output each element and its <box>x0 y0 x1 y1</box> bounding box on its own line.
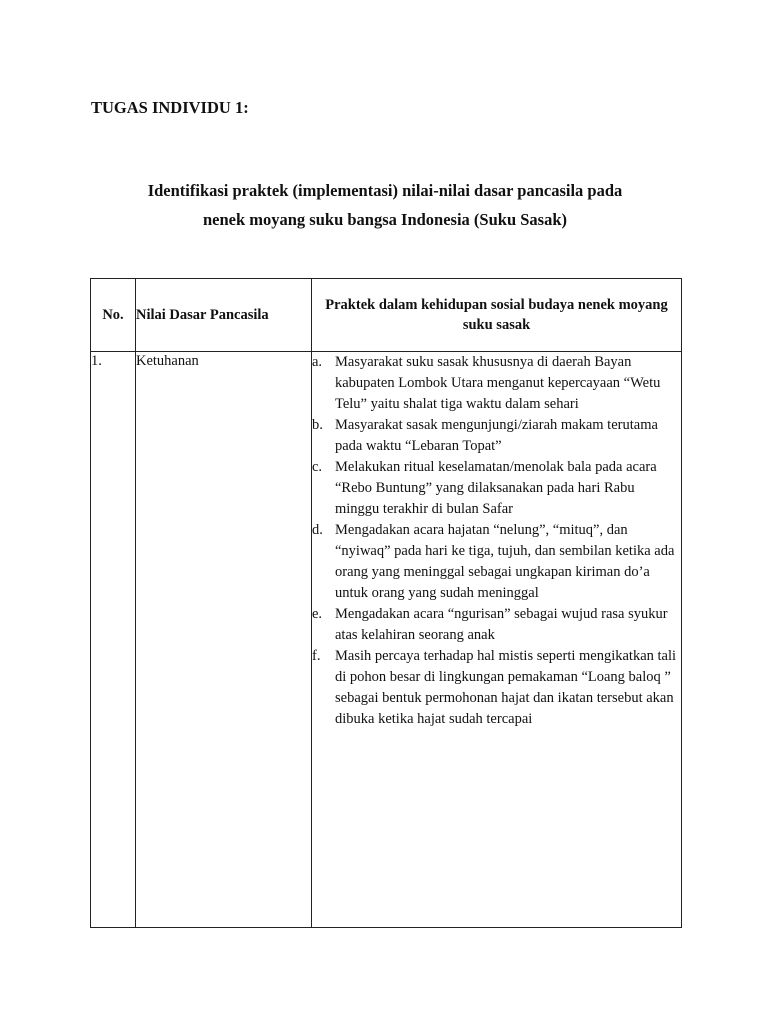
list-item <box>312 415 681 457</box>
table-row <box>91 352 682 928</box>
list-item <box>312 604 681 646</box>
subtitle-line-1: Identifikasi praktek (implementasi) nilai-nilai dasar pancasila pada <box>147 181 623 200</box>
table-header-row <box>91 279 682 352</box>
list-item-text: Mengadakan acara hajatan “nelung”, “mituq”, dan “nyiwaq” pada hari ke tiga, tujuh, dan sembilan ketika ada orang yang meninggal sebagai ungkapan kiriman do’a untuk orang yang sudah meninggal <box>335 522 675 601</box>
list-item-text: Masih percaya terhadap hal mistis seperti mengikatkan tali di pohon besar di lingkungan pemakaman “Loang baloq ” sebagai bentuk permohonan hajat dan ikatan tersebut akan dibuka ketika hajat sudah tercapai <box>335 648 677 727</box>
page-heading: TUGAS INDIVIDU 1: <box>91 98 249 117</box>
document-subtitle <box>60 176 710 234</box>
list-item-text: Mengadakan acara “ngurisan” sebagai wujud rasa syukur atas kelahiran seorang anak <box>335 606 668 643</box>
list-item-marker: c. <box>312 459 323 475</box>
list-item <box>312 646 681 730</box>
row-praktek <box>312 352 682 928</box>
header-praktek: Praktek dalam kehidupan sosial budaya nenek moyang suku sasak <box>312 279 682 352</box>
list-item <box>312 457 681 520</box>
pancasila-table <box>90 278 682 928</box>
list-item-marker: a. <box>312 354 323 370</box>
list-item-text: Masyarakat sasak mengunjungi/ziarah makam terutama pada waktu “Lebaran Topat” <box>335 417 658 454</box>
row-nilai: Ketuhanan <box>136 352 312 928</box>
praktek-list <box>312 352 681 730</box>
list-item-text: Masyarakat suku sasak khususnya di daerah Bayan kabupaten Lombok Utara menganut kepercayaan “Wetu Telu” yaitu shalat tiga waktu dalam sehari <box>335 354 661 412</box>
list-item-text: Melakukan ritual keselamatan/menolak bala pada acara “Rebo Buntung” yang dilaksanakan pada hari Rabu minggu terakhir di bulan Safar <box>335 459 657 517</box>
row-number: 1. <box>91 352 136 928</box>
list-item-marker: d. <box>312 522 323 538</box>
list-item-marker: b. <box>312 417 323 433</box>
header-no: No. <box>91 279 136 352</box>
list-item <box>312 520 681 604</box>
list-item-marker: e. <box>312 606 323 622</box>
header-nilai: Nilai Dasar Pancasila <box>136 279 312 352</box>
subtitle-line-2: nenek moyang suku bangsa Indonesia (Suku Sasak) <box>202 210 568 229</box>
list-item-marker: f. <box>312 648 321 664</box>
list-item <box>312 352 681 415</box>
